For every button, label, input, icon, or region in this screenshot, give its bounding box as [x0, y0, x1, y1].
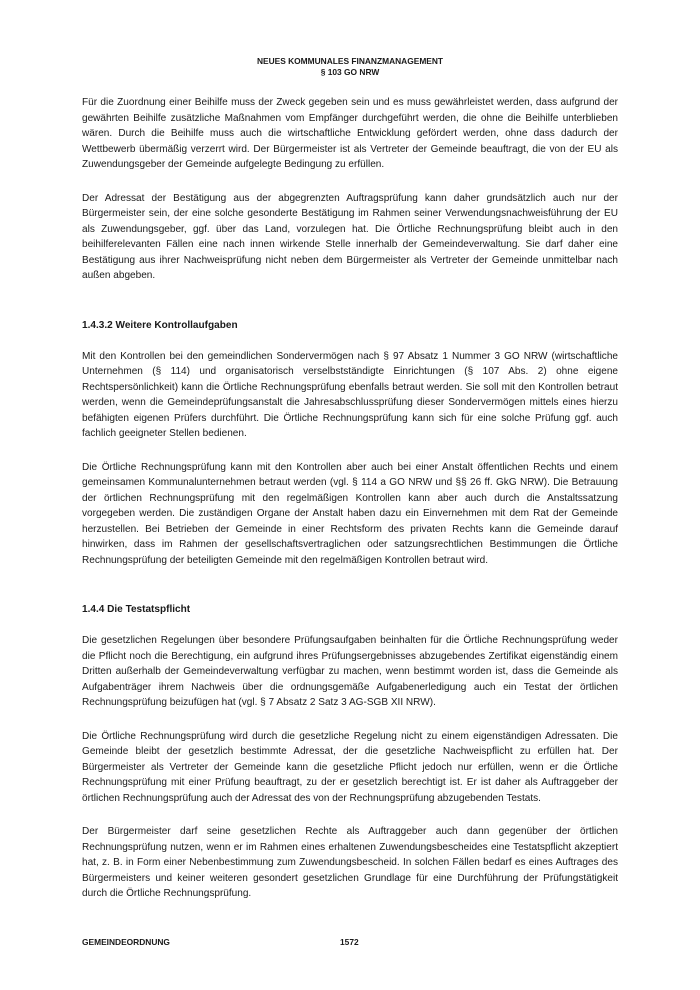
section-heading: 1.4.4 Die Testatspflicht	[82, 604, 191, 615]
paragraph: Die Örtliche Rechnungsprüfung kann mit den Kontrollen aber auch bei einer Anstalt öffentlichen Rechts und einem gemeinsamen Kommunalunternehmen betraut werden (vgl. § 114 a GO NRW und §§ 26 ff. GkG NRW). Die Betrauung der örtlichen Rechnungsprüfung mit den regelmäßigen Kontrollen kann aber auch durch die Anstaltssatzung vorgegeben werden. Die zuständigen Organe der Anstalt haben dazu ein Einvernehmen mit dem Rat der Gemeinde herzustellen. Bei Betrieben der Gemeinde in einer Rechtsform des privaten Rechts kann die Gemeinde darauf hinwirken, dass im Rahmen der gesellschaftsvertraglichen oder satzungsrechtlichen Bestimmungen die Örtliche Rechnungsprüfung der beteiligten Gemeinde mit den regelmäßigen Kontrollen betraut wird.	[82, 461, 618, 566]
paragraph: Für die Zuordnung einer Beihilfe muss der Zweck gegeben sein und es muss gewährleistet werden, dass aufgrund der gewährten Beihilfe zusätzliche Maßnahmen vom Empfänger durchgeführt werden, die ohne die Beihilfe unterblieben wären. Durch die Beihilfe muss auch die wirtschaftliche Entwicklung gefördert werden, ohne dass dadurch der Wettbewerb übermäßig verzerrt wird. Der Bürgermeister ist als Vertreter der Gemeinde beauftragt, die von der EU als Zuwendungsgeber der Gemeinde aufgelegte Bedingung zu erfüllen.	[82, 97, 618, 170]
paragraph: Der Bürgermeister darf seine gesetzlichen Rechte als Auftraggeber auch dann gegenüber der örtlichen Rechnungsprüfung nutzen, wenn er im Rahmen eines erhaltenen Zuwendungsbescheides eine Testatspflicht akzeptiert hat, z. B. in Form einer Nebenbestimmung zum Zuwendungsbescheid. In solchen Fällen bedarf es eines Auftrages des Bürgermeisters und keiner weiteren gesondert gesetzlichen Grundlage für eine Durchführung der Prüfungstätigkeit durch die Örtliche Rechnungsprüfung.	[82, 826, 618, 899]
paragraph: Die gesetzlichen Regelungen über besondere Prüfungsaufgaben beinhalten für die Örtliche Rechnungsprüfung weder die Pflicht noch die Berechtigung, ein aufgrund ihres Prüfungsergebnisses abzugebendes Zertifikat eigenständig einem Dritten außerhalb der Gemeindeverwaltung verfügbar zu machen, wenn bestimmt worden ist, dass die Gemeinde als Aufgabenträger ihrem Nachweis über die ordnungsgemäße Aufgabenerledigung auch ein Testat der örtlichen Rechnungsprüfung beizufügen hat (vgl. § 7 Absatz 2 Satz 3 AG-SGB XII NRW).	[82, 635, 618, 708]
paragraph: Der Adressat der Bestätigung aus der abgegrenzten Auftragsprüfung kann daher grundsätzlich auch nur der Bürgermeister sein, der eine solche gesonderte Bestätigung im Rahmen seiner Verwendungsnachweisführung der EU als Zuwendungsgeber, ggf. über das Land, vorzulegen hat. Die Örtliche Rechnungsprüfung bleibt auch in den beihilferelevanten Fällen eine nach innen wirkende Stelle innerhalb der Gemeindeverwaltung. Sie darf daher eine Bestätigung aus ihrer Nachweisprüfung nicht neben dem Bürgermeister als Vertreter der Gemeinde unmittelbar nach außen abgeben.	[82, 192, 618, 281]
footer-label: GEMEINDEORDNUNG	[82, 937, 170, 947]
header-title: NEUES KOMMUNALES FINANZMANAGEMENT	[256, 56, 444, 66]
section-heading: 1.4.3.2 Weitere Kontrollaufgaben	[82, 319, 238, 331]
document-body	[82, 95, 618, 920]
paragraph: Die Örtliche Rechnungsprüfung wird durch die gesetzliche Regelung nicht zu einem eigenständigen Adressaten. Die Gemeinde bleibt der gesetzlich bestimmte Adressat, der die gesetzliche Nachweispflicht zu erfüllen hat. Der Bürgermeister als Vertreter der Gemeinde kann die gesetzliche Pflicht jedoch nur erfüllen, wenn er die Örtliche Rechnungsprüfung mit einer Prüfung beauftragt, zu der er gesetzlich berechtigt ist. Er ist daher als Auftraggeber der örtlichen Rechnungsprüfung auch der Adressat des von der Rechnungsprüfung abzugebenden Testats.	[82, 730, 618, 804]
header-section: § 103 GO NRW	[320, 66, 380, 77]
page-number: 1572	[340, 937, 359, 947]
paragraph: Mit den Kontrollen bei den gemeindlichen Sondervermögen nach § 97 Absatz 1 Nummer 3 GO NRW (wirtschaftliche Unternehmen (§ 114) und organisatorisch verselbstständigte Einrichtungen (§ 107 Abs. 2) ohne eigene Rechtspersönlichkeit) kann die Örtliche Rechnungsprüfung ebenfalls betraut werden. Sie soll mit den Kontrollen betraut werden, wenn die Gemeindeprüfungsanstalt die Jahresabschlussprüfung dieser Sondervermögen mittels eines hierzu befähigten eigenen Prüfers durchführt. Die Örtliche Rechnungsprüfung kann sich für eine solche Prüfung ggf. auch fachlich geeigneter Stellen bedienen.	[82, 350, 618, 439]
page-header	[0, 56, 700, 77]
